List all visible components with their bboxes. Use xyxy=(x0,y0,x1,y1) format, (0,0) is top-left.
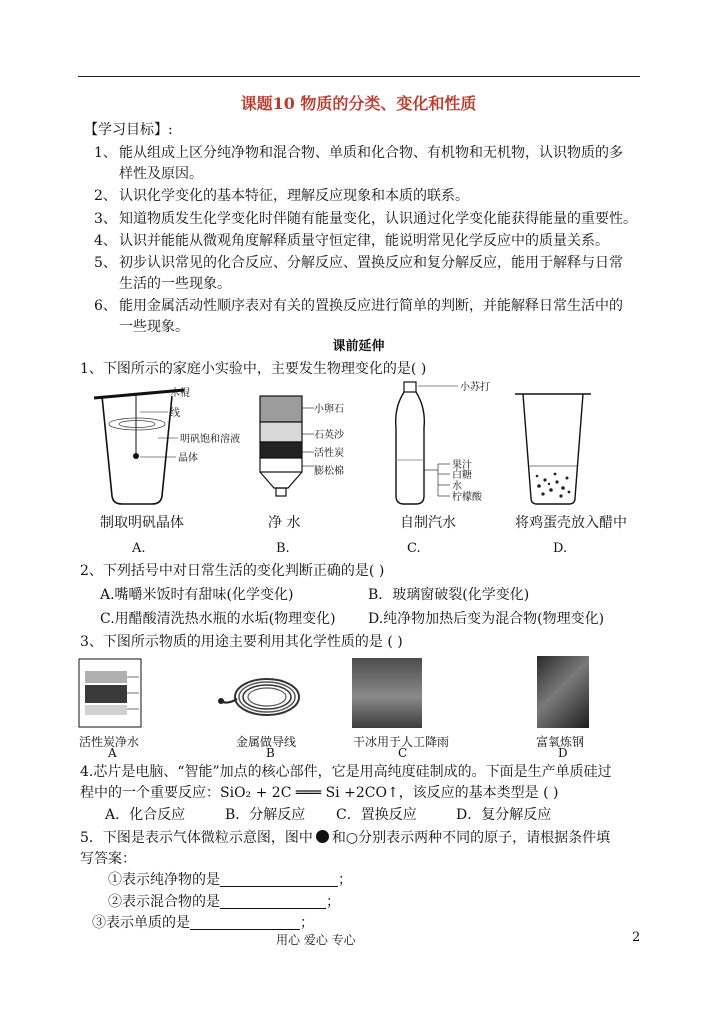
question-2-stem: 2、下列括号中对日常生活的变化判断正确的是( ) xyxy=(80,563,385,579)
goal-text: 能用金属活动性顺序表对有关的置换反应进行简单的判断，并能解释日常生活中的 xyxy=(119,298,623,314)
label-quartz-sand: 石英沙 xyxy=(314,430,344,441)
caption-alum: 制取明矾晶体 xyxy=(100,515,184,531)
q5-blank-3-label: ③表示单质的是 xyxy=(92,915,190,931)
goal-text-cont: 生活的一些现象。 xyxy=(119,276,231,292)
section-heading: 课前延伸 xyxy=(332,339,385,354)
label-baking-soda: 小苏打 xyxy=(460,382,490,393)
caption-soda: 自制汽水 xyxy=(400,515,456,531)
label-activated-carbon: 活性炭 xyxy=(314,448,344,459)
q2-option-d: D.纯净物加热后变为混合物(物理变化) xyxy=(368,611,605,627)
question-4-line1: 4.芯片是电脑、“智能”加点的核心部件，它是用高纯度硅制成的。下面是生产单质硅过 xyxy=(80,764,612,780)
goal-number: 4、 xyxy=(94,233,117,249)
answer-blank-3[interactable] xyxy=(190,915,300,930)
water-filter-figure xyxy=(252,392,372,510)
caption-eggshell: 将鸡蛋壳放入醋中 xyxy=(515,515,627,531)
label-thread: 线 xyxy=(170,408,180,419)
caption-activated-carbon: 活性炭净水 xyxy=(79,735,140,749)
label-cotton: 膨松棉 xyxy=(314,466,344,477)
header-rule xyxy=(78,76,640,77)
q5-blank-3-row xyxy=(92,914,314,932)
label-alum-solution: 明矾饱和溶液 xyxy=(180,434,240,445)
answer-blank-2[interactable] xyxy=(220,894,326,909)
goal-text: 初步认识常见的化合反应、分解反应、置换反应和复分解反应，能用于解释与日常 xyxy=(119,255,623,271)
footer-motto: 用心 爱心 专心 xyxy=(276,933,356,947)
caption-metal-wire: 金属做导线 xyxy=(236,735,297,749)
answer-blank-1[interactable] xyxy=(220,872,338,887)
q2-option-c: C.用醋酸清洗热水瓶的水垢(物理变化) xyxy=(100,611,336,627)
goal-number: 5、 xyxy=(94,255,117,271)
label-wooden-stick: 木棍 xyxy=(170,388,190,399)
goal-text: 知道物质发生化学变化时伴随有能量变化，认识通过化学变化能获得能量的重要性。 xyxy=(119,211,637,227)
option-b: B. xyxy=(276,541,290,556)
q3-letter-a: A xyxy=(108,746,117,760)
filled-circle-icon xyxy=(316,830,329,843)
soda-bottle-figure xyxy=(392,378,518,510)
alum-crystal-figure xyxy=(90,384,240,509)
q5-text-part1: 5．下图是表示气体微粒示意图，图中 xyxy=(80,830,313,846)
q5-blank-1-label: ①表示纯净物的是 xyxy=(108,872,220,888)
goal-number: 3、 xyxy=(94,211,117,227)
goal-text: 能从组成上区分纯净物和混合物、单质和化合物、有机物和无机物，认识物质的多 xyxy=(119,145,623,161)
q5-blank-1-row xyxy=(108,871,352,889)
question-4-line2: 程中的一个重要反应：SiO₂ + 2C ═══ Si +2CO↑，该反应的基本类型是 ( ) xyxy=(80,785,559,801)
semicolon: ； xyxy=(326,894,340,910)
label-sugar: 白糖 xyxy=(452,470,472,481)
q3-letter-b: B xyxy=(266,746,275,760)
semicolon: ； xyxy=(300,915,314,931)
goal-text-cont: 样性及原因。 xyxy=(119,166,203,182)
question-5-line2: 写答案： xyxy=(80,851,136,867)
activated-carbon-figure xyxy=(75,657,145,729)
goal-number: 2、 xyxy=(94,188,117,204)
q5-blank-2-row xyxy=(108,893,340,911)
label-crystal: 晶体 xyxy=(178,453,198,464)
question-3-stem: 3、下图所示物质的用途主要利用其化学性质的是 ( ) xyxy=(80,634,403,650)
q4-option-b: B．分解反应 xyxy=(225,807,306,823)
caption-dry-ice: 干冰用于人工降雨 xyxy=(353,735,450,749)
page-number: 2 xyxy=(632,930,641,945)
dry-ice-photo xyxy=(352,658,422,728)
caption-water-purify: 净 水 xyxy=(268,515,301,531)
label-juice: 果汁 xyxy=(452,460,472,471)
goal-text: 认识化学变化的基本特征，理解反应现象和本质的联系。 xyxy=(119,188,469,204)
steelmaking-photo xyxy=(537,656,589,728)
q5-text-part2: 和○分别表示两种不同的原子，请根据条件填 xyxy=(331,830,611,846)
option-a: A. xyxy=(132,541,146,556)
question-1-stem: 1、下图所示的家庭小实验中，主要发生物理变化的是( ) xyxy=(80,361,427,377)
page-title: 课题10 物质的分类、变化和性质 xyxy=(240,94,477,113)
q3-letter-c: C xyxy=(398,746,408,760)
label-water: 水 xyxy=(452,481,462,492)
goal-number: 1、 xyxy=(94,145,117,161)
label-citric-acid: 柠檬酸 xyxy=(452,492,482,503)
option-c: C. xyxy=(407,541,421,556)
q3-letter-d: D xyxy=(558,746,568,760)
wire-coil-figure xyxy=(215,665,305,729)
semicolon: ； xyxy=(338,872,352,888)
q4-option-c: C．置换反应 xyxy=(336,807,417,823)
goal-text: 认识并能能从微观角度解释质量守恒定律，能说明常见化学反应中的质量关系。 xyxy=(119,233,609,249)
q4-option-d: D．复分解反应 xyxy=(456,807,552,823)
question-5-line1 xyxy=(80,829,610,847)
label-pebbles: 小卵石 xyxy=(314,404,344,415)
goals-heading: 【学习目标】: xyxy=(84,122,173,138)
eggshell-vinegar-figure xyxy=(513,390,593,508)
q5-blank-2-label: ②表示混合物的是 xyxy=(108,894,220,910)
option-d: D. xyxy=(553,541,568,556)
q2-option-a: A.嘴嚼米饭时有甜味(化学变化) xyxy=(100,587,294,603)
goal-text-cont: 一些现象。 xyxy=(119,319,189,335)
q4-option-a: A．化合反应 xyxy=(105,807,186,823)
caption-oxygen-steel: 富氧炼钢 xyxy=(536,735,585,749)
q2-option-b: B．玻璃窗破裂(化学变化) xyxy=(368,587,530,603)
goal-number: 6、 xyxy=(94,298,117,314)
